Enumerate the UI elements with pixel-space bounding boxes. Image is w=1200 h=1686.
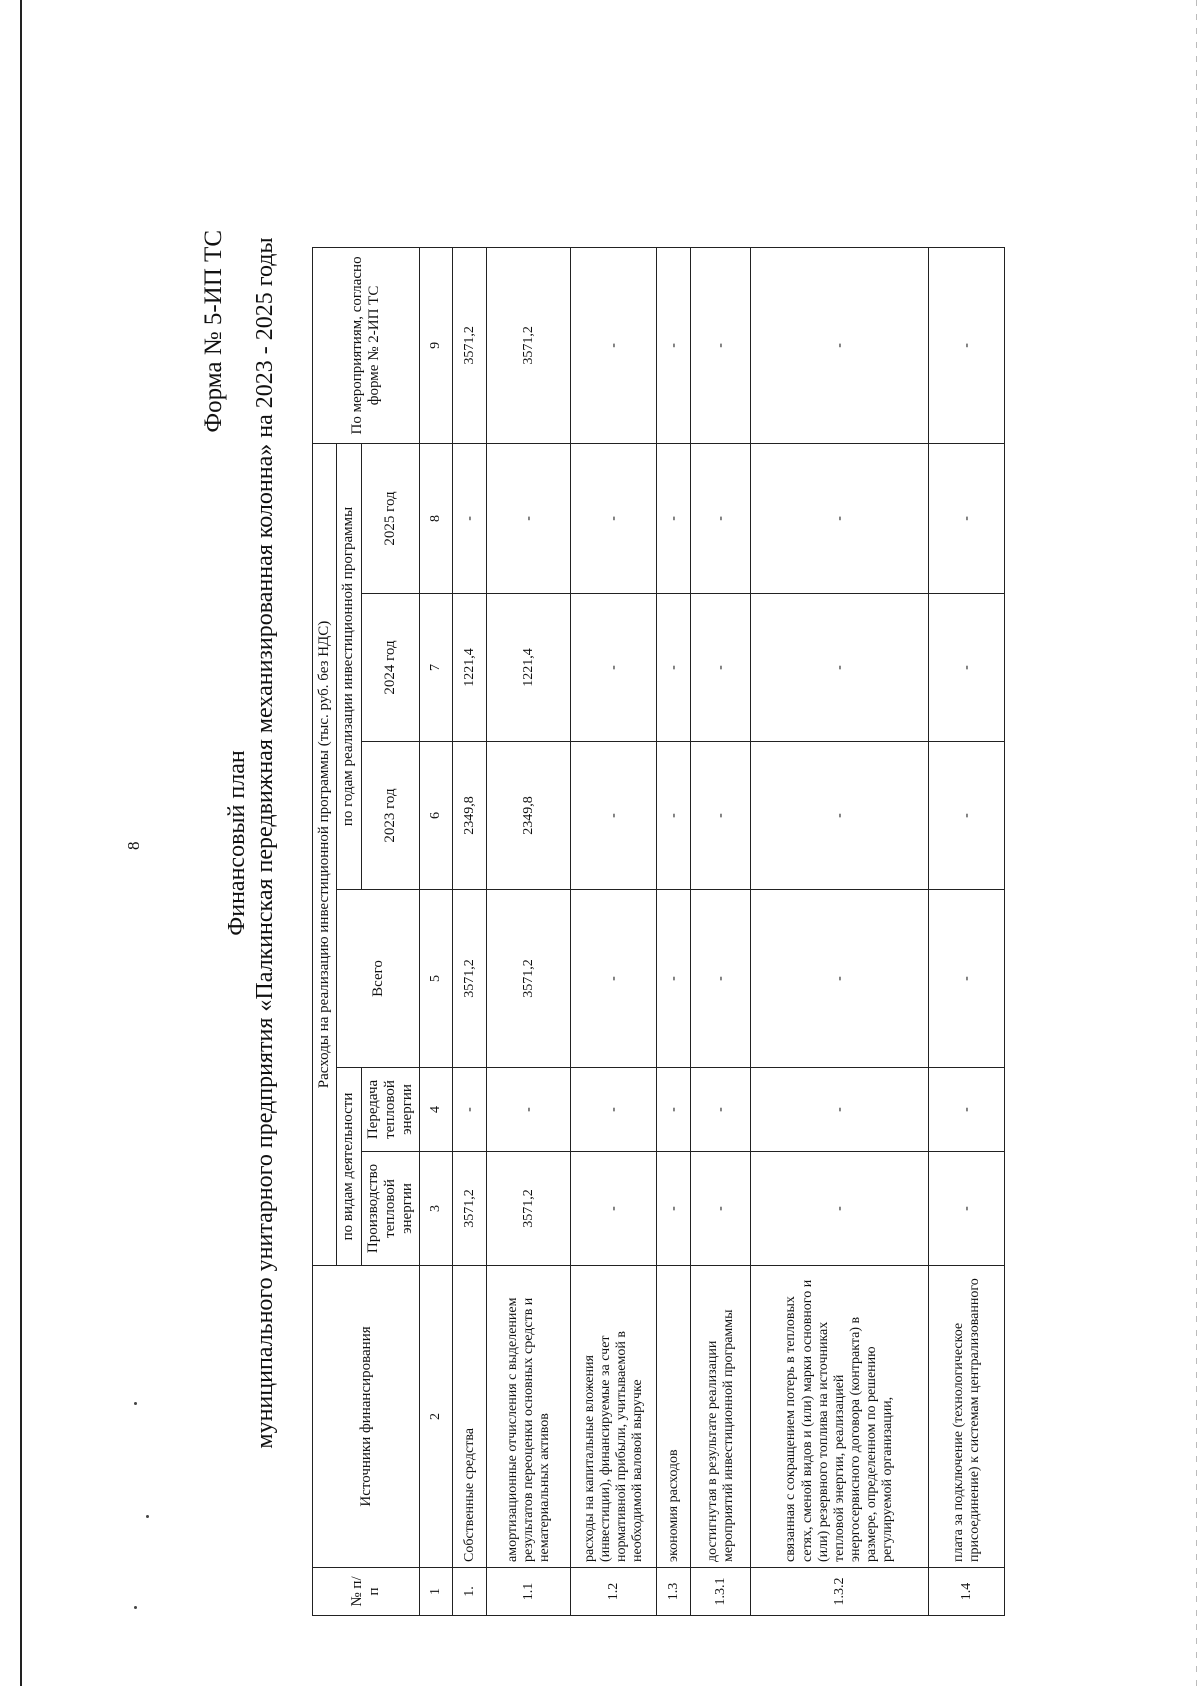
header-2024: 2024 год (361, 594, 420, 742)
cell-2024: 1221,4 (487, 594, 571, 742)
table-row (751, 247, 929, 1615)
cell-2023: - (751, 742, 929, 890)
table-header (313, 247, 420, 1615)
cell-transmission: - (657, 1068, 691, 1152)
cell-2023: 2349,8 (453, 742, 487, 890)
row-source: плата за подключение (технологическое присоединение) к системам централизованного (929, 1266, 1005, 1568)
cell-per-measures: - (751, 247, 929, 443)
column-number: 5 (420, 890, 453, 1068)
cell-2024: 1221,4 (453, 594, 487, 742)
column-number: 9 (420, 247, 453, 443)
cell-production: - (929, 1152, 1005, 1266)
row-source: расходы на капитальные вложения (инвестиции), финансируемые за счет нормативной прибыли, учитываемой в необходимой валовой выручке (571, 1266, 657, 1568)
header-by-activity: по видам деятельности (337, 1068, 361, 1266)
cell-per-measures: 3571,2 (487, 247, 571, 443)
cell-production: - (691, 1152, 751, 1266)
header-production: Производство тепловой энергии (361, 1152, 420, 1266)
form-title: Форма № 5-ИП ТС (200, 230, 227, 433)
cell-total: - (657, 890, 691, 1068)
table-row (657, 247, 691, 1615)
cell-2024: - (751, 594, 929, 742)
cell-2025: - (571, 443, 657, 593)
cell-2025: - (929, 443, 1005, 593)
column-number: 2 (420, 1266, 453, 1568)
table-row (571, 247, 657, 1615)
cell-transmission: - (453, 1068, 487, 1152)
cell-total: 3571,2 (487, 890, 571, 1068)
cell-2023: - (929, 742, 1005, 890)
cell-total: - (691, 890, 751, 1068)
header-transmission: Передача тепловой энергии (361, 1068, 420, 1152)
header-source: Источники финансирования (313, 1266, 420, 1568)
cell-transmission: - (751, 1068, 929, 1152)
cell-production: - (657, 1152, 691, 1266)
column-number-row (420, 247, 453, 1615)
header-per-measures: По мероприятиям, согласно форме № 2-ИП ТС (313, 247, 420, 443)
row-number: 1. (453, 1568, 487, 1616)
header-num: № п/п (313, 1568, 420, 1616)
cell-2025: - (691, 443, 751, 593)
row-source: достигнутая в результате реализации мероприятий инвестиционной программы (691, 1266, 751, 1568)
cell-production: 3571,2 (453, 1152, 487, 1266)
row-number: 1.3 (657, 1568, 691, 1616)
cell-2023: - (657, 742, 691, 890)
cell-total: - (571, 890, 657, 1068)
table-row (929, 247, 1005, 1615)
cell-2025: - (657, 443, 691, 593)
cell-transmission: - (691, 1068, 751, 1152)
document-title: Финансовый план (224, 750, 250, 936)
cell-per-measures: 3571,2 (453, 247, 487, 443)
cell-2025: - (751, 443, 929, 593)
cell-2024: - (571, 594, 657, 742)
page-number: 8 (124, 841, 143, 850)
cell-transmission: - (487, 1068, 571, 1152)
table-row (487, 247, 571, 1615)
cell-total: - (929, 890, 1005, 1068)
column-number: 6 (420, 742, 453, 890)
cell-transmission: - (571, 1068, 657, 1152)
row-number: 1.1 (487, 1568, 571, 1616)
cell-per-measures: - (929, 247, 1005, 443)
cell-production: - (571, 1152, 657, 1266)
row-source: связанная с сокращением потерь в тепловых сетях, сменой видов и (или) марки основного и (или) резервного топлива на источниках тепловой энергии, реализацией энергосервисного договора (контракта) в размере, определенном по решению регулируемой организации, (751, 1266, 929, 1568)
cell-2025: - (453, 443, 487, 593)
cell-2023: - (571, 742, 657, 890)
cell-2024: - (929, 594, 1005, 742)
row-number: 1.3.1 (691, 1568, 751, 1616)
column-number: 1 (420, 1568, 453, 1616)
cell-per-measures: - (657, 247, 691, 443)
header-total: Всего (337, 890, 420, 1068)
cell-per-measures: - (571, 247, 657, 443)
cell-per-measures: - (691, 247, 751, 443)
column-number: 8 (420, 443, 453, 593)
table-row (691, 247, 751, 1615)
financial-plan-table (312, 247, 1005, 1616)
cell-transmission: - (929, 1068, 1005, 1152)
cell-2023: - (691, 742, 751, 890)
row-source: амортизационные отчисления с выделением результатов переоценки основных средств и нематериальных активов (487, 1266, 571, 1568)
cell-2024: - (657, 594, 691, 742)
row-source: экономия расходов (657, 1266, 691, 1568)
row-number: 1.3.2 (751, 1568, 929, 1616)
header-2025: 2025 год (361, 443, 420, 593)
document-subtitle: муниципального унитарного предприятия «Палкинская передвижная механизированная колонна» на 2023 - 2025 годы (252, 237, 278, 1449)
cell-2023: 2349,8 (487, 742, 571, 890)
row-source: Собственные средства (453, 1266, 487, 1568)
table-row (453, 247, 487, 1615)
cell-production: - (751, 1152, 929, 1266)
header-expenses: Расходы на реализацию инвестиционной программы (тыс. руб. без НДС) (313, 443, 337, 1265)
cell-2024: - (691, 594, 751, 742)
column-number: 4 (420, 1068, 453, 1152)
column-number: 3 (420, 1152, 453, 1266)
header-by-years: по годам реализации инвестиционной программы (337, 443, 361, 889)
cell-2025: - (487, 443, 571, 593)
row-number: 1.2 (571, 1568, 657, 1616)
header-2023: 2023 год (361, 742, 420, 890)
cell-total: 3571,2 (453, 890, 487, 1068)
cell-total: - (751, 890, 929, 1068)
row-number: 1.4 (929, 1568, 1005, 1616)
column-number: 7 (420, 594, 453, 742)
cell-production: 3571,2 (487, 1152, 571, 1266)
